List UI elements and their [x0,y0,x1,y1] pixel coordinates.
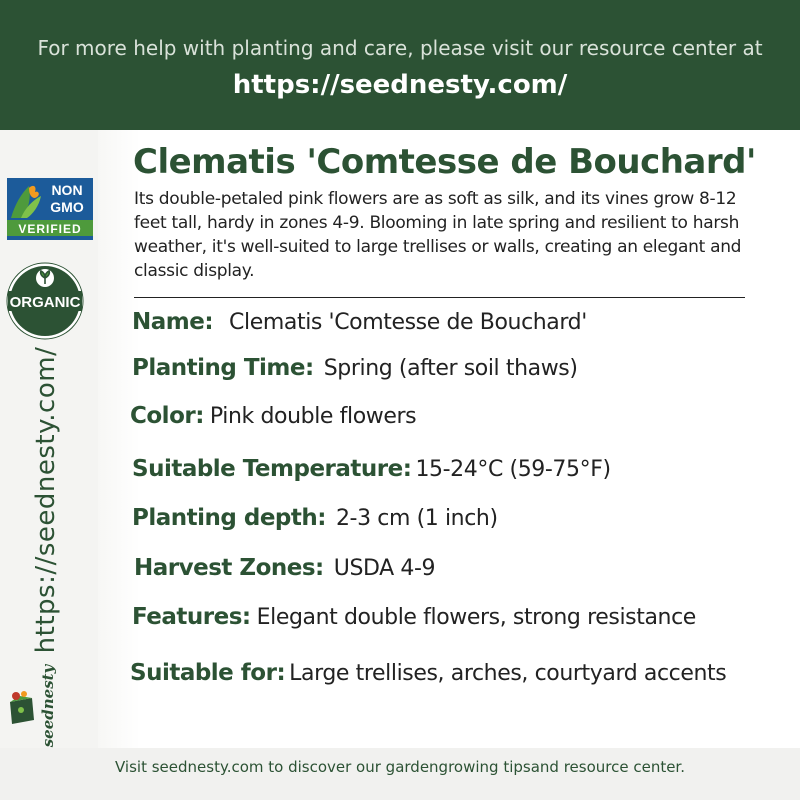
spec-row-suitable-for [130,660,726,686]
spec-value: Pink double flowers [209,404,417,429]
spec-row-features [132,604,696,630]
spec-row-harvest-zones [134,555,435,581]
organic-badge-icon [6,262,84,340]
spec-label: Suitable for: [130,660,286,686]
organic-badge [6,262,84,340]
non-gmo-mid-text: GMO [50,199,84,215]
spec-value: Clematis 'Comtesse de Bouchard' [229,310,587,335]
spec-row-temperature [132,456,611,482]
spec-row-name [132,309,587,335]
logo-wordmark: seednesty [39,664,57,748]
spec-label: Planting depth: [132,505,326,531]
footer [0,748,800,800]
non-gmo-verified-badge [7,178,93,240]
product-description: Its double-petaled pink flowers are as soft as silk, and its vines grow 8-12 feet tall, hardy in zones 4-9. Blooming in late spring and resilient to harsh weather, it's well-suited to large trellises or walls, creating an elegant and classic display. [134,189,742,281]
product-title: Clematis 'Comtesse de Bouchard' [133,142,756,182]
spec-label: Features: [132,604,251,630]
banner-url-link[interactable]: https://seednesty.com/ [232,70,568,100]
spec-value: Elegant double flowers, strong resistance [256,605,696,630]
non-gmo-verified-text: VERIFIED [18,222,82,236]
non-gmo-top-text: NON [51,182,83,198]
spec-label: Color: [130,403,204,429]
spec-label: Planting Time: [132,355,314,381]
divider [134,297,745,298]
spec-label: Harvest Zones: [134,555,324,581]
sidebar-url-link[interactable]: https://seednesty.com/ [31,346,61,654]
spec-row-planting-time [132,355,578,381]
spec-value: USDA 4-9 [333,556,436,581]
spec-label: Suitable Temperature: [132,456,412,482]
spec-label: Name: [132,309,214,335]
spec-value: Spring (after soil thaws) [323,356,578,381]
spec-value: 15-24°C (59-75°F) [415,457,611,482]
spec-row-planting-depth [132,505,498,531]
banner-help-text: For more help with planting and care, please visit our resource center at [37,36,763,60]
footer-text: Visit seednesty.com to discover our gardengrowing tipsand resource center. [115,758,685,776]
spec-value: Large trellises, arches, courtyard accents [289,661,727,686]
seed-box-icon [6,686,36,726]
spec-row-color [130,403,416,429]
non-gmo-badge-icon [7,178,93,240]
seednesty-logo [6,664,76,748]
organic-text: ORGANIC [9,294,81,311]
spec-value: 2-3 cm (1 inch) [335,506,498,531]
top-banner [0,0,800,130]
